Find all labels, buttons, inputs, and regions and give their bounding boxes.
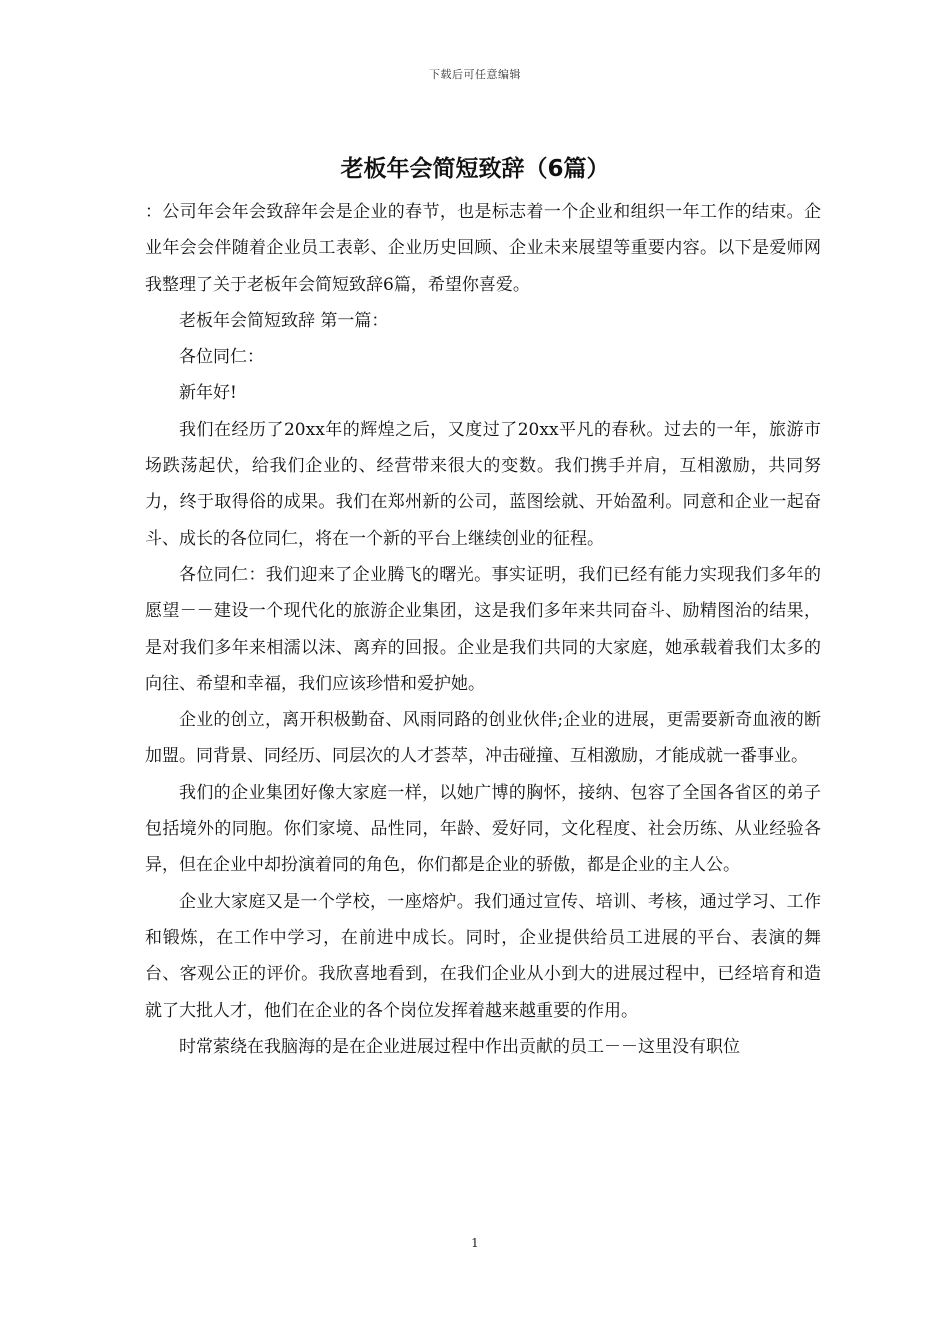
header-note: 下载后可任意编辑 [429, 68, 521, 81]
document-body [145, 194, 821, 1065]
page-number: 1 [471, 1236, 479, 1250]
salutation: 各位同仁： [179, 347, 264, 368]
body-paragraph: 时常萦绕在我脑海的是在企业进展过程中作出贡献的员工－－这里没有职位 [179, 1036, 740, 1057]
greeting: 新年好! [179, 383, 237, 404]
body-paragraph: 我们的企业集团好像大家庭一样，以她广博的胸怀，接纳、包容了全国各省区的弟子包括境外的同胞。你们家境、品性同，年龄、爱好同，文化程度、社会历练、从业经验各异，但在企业中却扮演着同的角色，你们都是企业的骄傲，都是企业的主人公。 [145, 782, 821, 876]
body-paragraph: 企业的创立，离开积极勤奋、风雨同路的创业伙伴;企业的进展，更需要新奇血液的断加盟。同背景、同经历、同层次的人才荟萃，冲击碰撞、互相激励，才能成就一番事业。 [145, 710, 821, 767]
document-title: 老板年会简短致辞（6篇） [340, 156, 610, 182]
intro-paragraph: ：公司年会年会致辞年会是企业的春节，也是标志着一个企业和组织一年工作的结束。企业年会会伴随着企业员工表彰、企业历史回顾、企业未来展望等重要内容。以下是爱师网我整理了关于老板年会简短致辞6篇，希望你喜爱。 [145, 202, 821, 295]
section-heading: 老板年会简短致辞 第一篇： [179, 310, 389, 331]
body-paragraph: 我们在经历了20xx年的辉煌之后，又度过了20xx平凡的春秋。过去的一年，旅游市场跌荡起伏，给我们企业的、经营带来很大的变数。我们携手并肩，互相激励，共同努力，终于取得俗的成果。我们在郑州新的公司，蓝图绘就、开始盈利。同意和企业一起奋斗、成长的各位同仁，将在一个新的平台上继续创业的征程。 [145, 419, 821, 549]
body-paragraph: 企业大家庭又是一个学校，一座熔炉。我们通过宣传、培训、考核，通过学习、工作和锻炼，在工作中学习，在前进中成长。同时，企业提供给员工进展的平台、表演的舞台、客观公正的评价。我欣喜地看到，在我们企业从小到大的进展过程中，已经培育和造就了大批人才，他们在企业的各个岗位发挥着越来越重要的作用。 [145, 891, 821, 1021]
body-paragraph: 各位同仁：我们迎来了企业腾飞的曙光。事实证明，我们已经有能力实现我们多年的愿望－－建设一个现代化的旅游企业集团，这是我们多年来共同奋斗、励精图治的结果，是对我们多年来相濡以沫、离弃的回报。企业是我们共同的大家庭，她承载着我们太多的向往、希望和幸福，我们应该珍惜和爱护她。 [145, 564, 821, 694]
